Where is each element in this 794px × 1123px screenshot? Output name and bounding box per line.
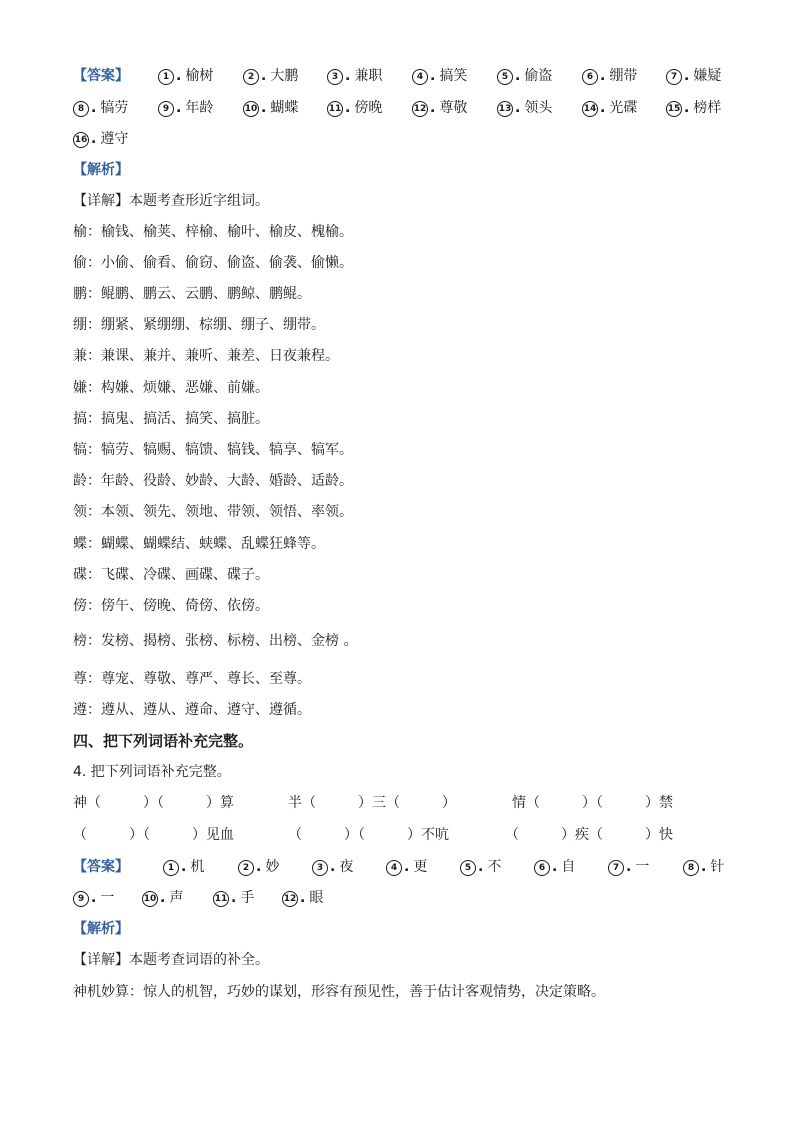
word-group-line: 榜：发榜、揭榜、张榜、标榜、出榜、金榜 。 [73,633,358,649]
answer-item: 12 . 眼 [283,890,324,906]
answer-row-5 [73,888,473,908]
answer-row-1 [73,66,733,86]
answer-item: 16 . 遵守 [74,131,129,147]
word-group-line: 偷：小偷、偷看、偷窃、偷盗、偷袭、偷懒。 [73,255,353,271]
answer-tag: 【答案】 [73,68,129,84]
detail-line: 【详解】本题考查词语的补全。 [73,952,269,968]
answer-item: 2 . 大鹏 [243,66,298,86]
detail-line: 【详解】本题考查形近字组词。 [73,193,269,209]
answer-item: 6 . 自 [534,857,575,877]
answer-item: 1 . 榆树 [158,66,213,86]
answer-item: 8 . 犒劳 [73,98,128,118]
answer-item: 7 . 一 [608,857,649,877]
word-group-line: 蝶：蝴蝶、蝴蝶结、蛱蝶、乱蝶狂蜂等。 [73,536,325,552]
answer-item: 15 . 榜样 [667,100,722,116]
answer-item: 10 . 蝴蝶 [244,100,299,116]
word-group-line: 榆：榆钱、榆荚、梓榆、榆叶、榆皮、槐榆。 [73,224,353,240]
answer-row-3 [73,129,273,149]
answer-item: 4 . 搞笑 [412,66,467,86]
answer-item: 12 . 尊敬 [413,100,468,116]
word-group-line: 兼：兼课、兼并、兼听、兼差、日夜兼程。 [73,348,339,364]
answer-row-4 [73,857,733,877]
answer-item: 14 . 光碟 [583,100,638,116]
answer-item: 9 . 一 [73,888,114,908]
fill-blank-item: 半（ ）三（ ） [288,795,456,811]
answer-item: 11 . 傍晚 [328,100,383,116]
fill-blank-item: （ ）疾（ ）快 [505,827,673,843]
fill-blank-item: （ ）（ ）不吭 [288,827,449,843]
answer-item: 3 . 夜 [312,857,353,877]
word-group-line: 傍：傍午、傍晚、倚傍、依傍。 [73,598,269,614]
analysis-tag: 【解析】 [73,162,129,178]
answer-item: 5 . 不 [460,857,501,877]
answer-item: 5 . 偷盗 [497,66,552,86]
answer-item: 3 . 兼职 [327,66,382,86]
word-group-line: 龄：年龄、役龄、妙龄、大龄、婚龄、适龄。 [73,473,353,489]
word-group-line: 鹏：鲲鹏、鹏云、云鹏、鹏鲸、鹏鲲。 [73,286,311,302]
answer-item: 6 . 绷带 [582,66,637,86]
word-group-line: 犒：犒劳、犒赐、犒馈、犒钱、犒享、犒军。 [73,442,353,458]
answer-item: 1 . 机 [163,857,204,877]
word-group-line: 尊：尊宠、尊敬、尊严、尊长、至尊。 [73,671,311,687]
word-group-line: 搞：搞鬼、搞活、搞笑、搞脏。 [73,411,269,427]
answer-item: 2 . 妙 [238,857,279,877]
fill-blank-item: （ ）（ ）见血 [73,827,234,843]
word-group-line: 遵：遵从、遵从、遵命、遵守、遵循。 [73,702,311,718]
explanation-line: 神机妙算：惊人的机智，巧妙的谋划，形容有预见性，善于估计客观情势，决定策略。 [73,984,605,1000]
word-group-line: 嫌：构嫌、烦嫌、恶嫌、前嫌。 [73,380,269,396]
answer-item: 10 . 声 [143,890,184,906]
word-group-line: 领：本领、领先、领地、带领、领悟、率领。 [73,504,353,520]
answer-item: 11 . 手 [214,890,255,906]
analysis-tag: 【解析】 [73,921,129,937]
answer-item: 8 . 针 [683,857,724,877]
answer-item: 13 . 领头 [498,100,553,116]
answer-item: 4 . 更 [386,857,427,877]
fill-blank-item: 情（ ）（ ）禁 [512,795,673,811]
question-text: 4. 把下列词语补充完整。 [73,764,231,780]
answer-item: 7 . 嫌疑 [666,66,721,86]
word-group-line: 碟：飞碟、冷碟、画碟、碟子。 [73,567,269,583]
answer-item: 9 . 年龄 [158,98,213,118]
section-heading: 四、把下列词语补充完整。 [73,732,254,750]
fill-blank-item: 神（ ）（ ）算 [73,795,234,811]
word-group-line: 绷：绷紧、紧绷绷、棕绷、绷子、绷带。 [73,317,325,333]
answer-tag: 【答案】 [73,859,129,875]
answer-row-2 [73,98,733,118]
